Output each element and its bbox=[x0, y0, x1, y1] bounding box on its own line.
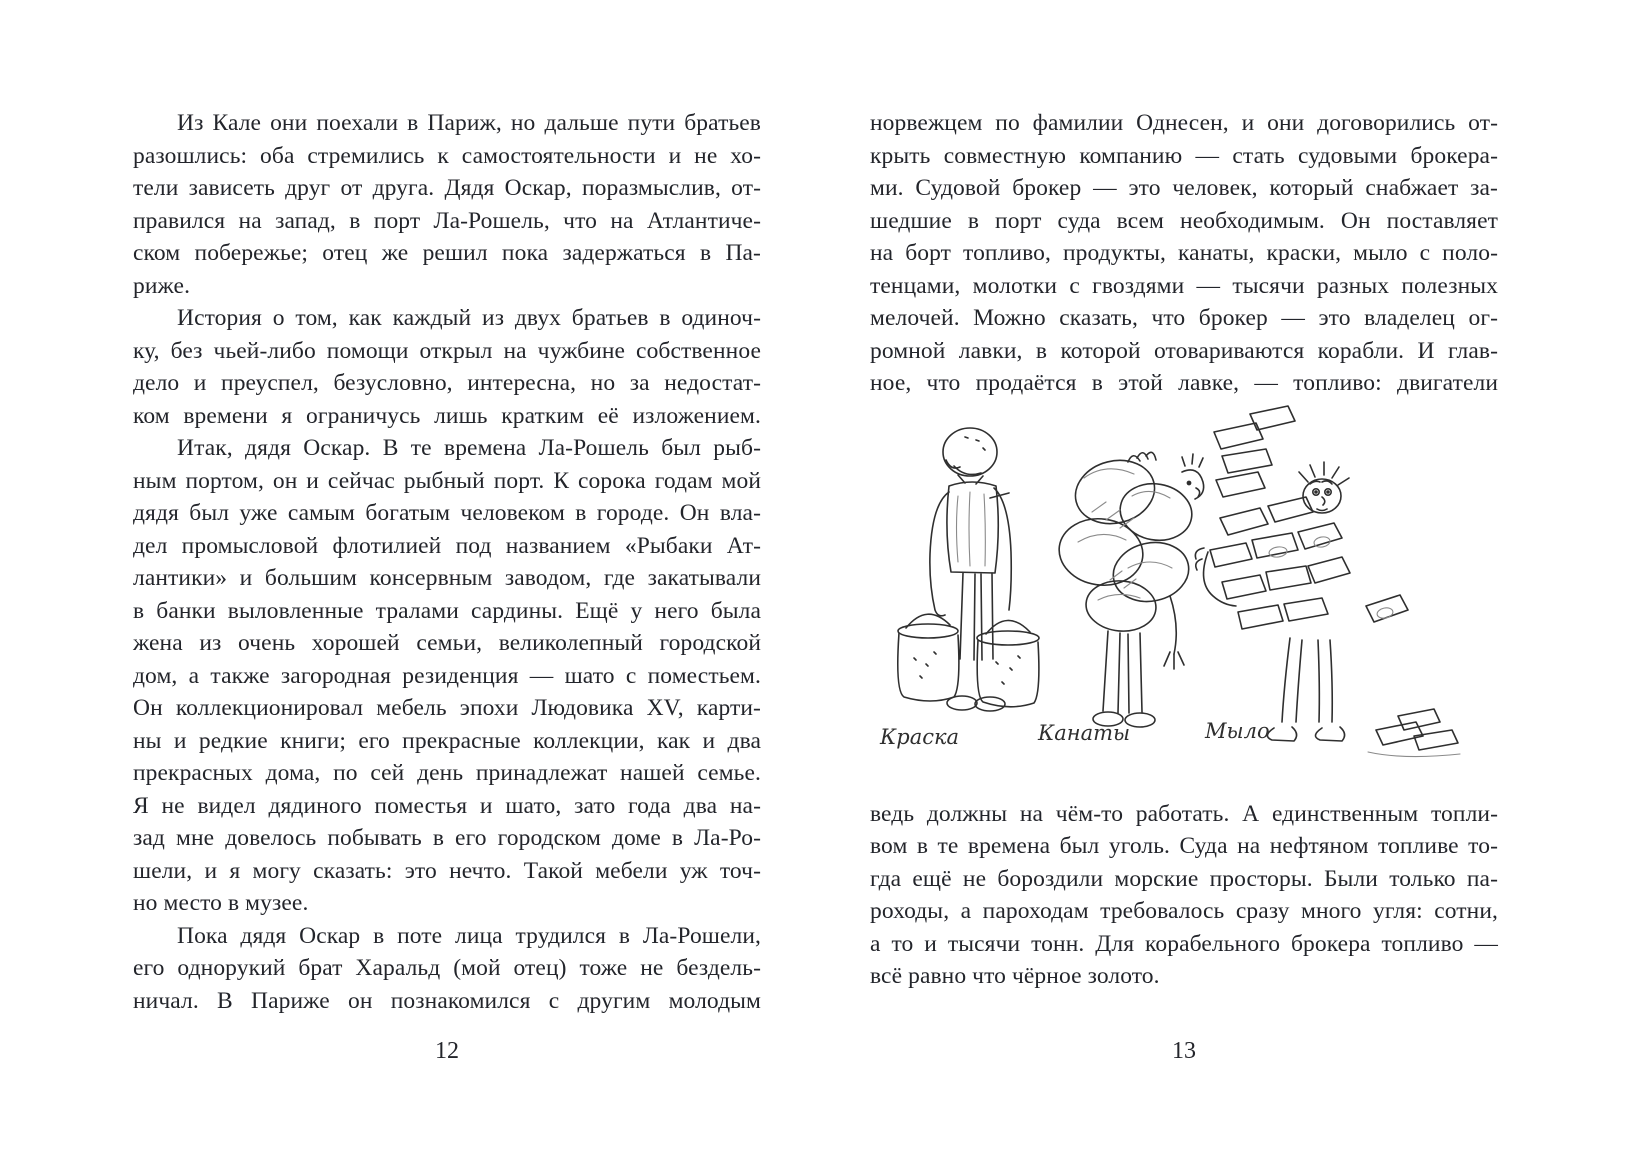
right-page-text-column bbox=[870, 107, 1498, 993]
text-line: ничал. В Париже он познакомился с другим молодым bbox=[133, 987, 761, 1014]
text-line: роходы, а пароходам требовалось сразу много угля: сотни, bbox=[870, 898, 1498, 924]
text-line: дом, а также загородная резиденция — шато с поместьем. bbox=[133, 662, 761, 689]
text-line: правился на запад, в порт Ла-Рошель, что на Атлантиче- bbox=[133, 207, 761, 234]
text-line: но место в музее. bbox=[133, 890, 309, 916]
sketch-three-men-carrying-goods bbox=[870, 400, 1498, 798]
text-line: тенцами, молотки с гвоздями — тысячи разных полезных bbox=[870, 272, 1498, 299]
page-number-left: 12 bbox=[435, 1038, 459, 1064]
page-number-right: 13 bbox=[1172, 1038, 1196, 1064]
left-page-text-column bbox=[133, 107, 761, 1017]
text-line: лантики» и большим консервным заводом, где закатывали bbox=[133, 565, 761, 591]
text-line: прекрасных дома, по сей день принадлежат нашей семье. bbox=[133, 760, 761, 786]
text-line: мелочей. Можно сказать, что брокер — это владелец ог- bbox=[870, 305, 1498, 331]
text-line: ное, что продаётся в этой лавке, — топливо: двигатели bbox=[870, 370, 1498, 396]
caption-ropes: Канаты bbox=[1038, 720, 1131, 745]
text-line: ми. Судовой брокер — это человек, который снабжает за- bbox=[870, 175, 1498, 201]
text-line: Из Кале они поехали в Париж, но дальше пути братьев bbox=[177, 110, 761, 136]
text-line: а то и тысячи тонн. Для корабельного брокера топливо — bbox=[870, 930, 1498, 957]
soap-man-figure bbox=[1195, 406, 1460, 757]
text-line: зад мне довелось побывать в его городском доме в Ла-Ро- bbox=[133, 825, 761, 851]
text-line: всё равно что чёрное золото. bbox=[870, 963, 1160, 989]
text-line: риже. bbox=[133, 272, 191, 299]
text-line: История о том, как каждый из двух братьев в одиноч- bbox=[177, 305, 761, 331]
text-line: ведь должны на чём-то работать. А единственным топли- bbox=[870, 800, 1498, 827]
text-line: ку, без чьей-либо помощи открыл на чужбине собственное bbox=[133, 337, 761, 364]
text-line: дело и преуспел, безусловно, интересна, но за недостат- bbox=[133, 370, 761, 396]
text-line: ромной лавки, в которой отовариваются корабли. И глав- bbox=[870, 337, 1498, 364]
text-line: тели зависеть друг от друга. Дядя Оскар, поразмыслив, от- bbox=[133, 175, 761, 201]
text-line: разошлись: оба стремились к самостоятельности и не хо- bbox=[133, 142, 761, 169]
illustration-ship-supplies-sketch bbox=[870, 400, 1498, 798]
text-line: его однорукий брат Харальд (мой отец) тоже не бездель- bbox=[133, 955, 761, 981]
text-line: Итак, дядя Оскар. В те времена Ла-Рошель был рыб- bbox=[177, 435, 761, 461]
text-line: ском побережье; отец же решил пока задержаться в Па- bbox=[133, 240, 761, 266]
illustration-captions bbox=[879, 719, 1270, 749]
text-line: дядя был уже самым богатым человеком в городе. Он вла- bbox=[133, 500, 761, 526]
text-line: ным портом, он и сейчас рыбный порт. К сорока годам мой bbox=[133, 467, 761, 494]
caption-paint: Краска bbox=[880, 724, 960, 749]
text-line: дел промысловой флотилией под названием «Рыбаки Ат- bbox=[133, 532, 761, 559]
text-line: Пока дядя Оскар в поте лица трудился в Ла-Рошели, bbox=[177, 922, 761, 949]
right-page-text-below-illustration bbox=[870, 798, 1498, 993]
text-line: гда ещё не бороздили морские просторы. Были только па- bbox=[870, 865, 1498, 892]
text-line: Он коллекционировал мебель эпохи Людовика XV, карти- bbox=[133, 695, 761, 721]
text-line: Я не видел дядиного поместья и шато, зато года два на- bbox=[133, 792, 761, 819]
text-line: в банки выловленные тралами сардины. Ещё у него была bbox=[133, 597, 761, 624]
caption-soap: Мыло bbox=[1205, 718, 1270, 743]
right-page-text-above-illustration bbox=[870, 107, 1498, 400]
text-line: вом в те времена был уголь. Суда на нефтяном топливе то- bbox=[870, 833, 1498, 859]
text-line: ны и редкие книги; его прекрасные коллекции, как и два bbox=[133, 727, 761, 754]
text-line: ком времени я ограничусь лишь кратким её изложением. bbox=[133, 402, 761, 429]
text-line: норвежцем по фамилии Однесен, и они договорились от- bbox=[870, 110, 1498, 136]
text-line: шели, и я могу сказать: это нечто. Такой мебели уж точ- bbox=[133, 857, 761, 884]
rope-man-figure bbox=[1055, 452, 1204, 727]
text-line: на борт топливо, продукты, канаты, краски, мыло с поло- bbox=[870, 240, 1498, 266]
text-line: шедшие в порт суда всем необходимым. Он поставляет bbox=[870, 207, 1498, 234]
paint-man-figure bbox=[898, 428, 1039, 711]
text-line: жена из очень хорошей семьи, великолепный городской bbox=[133, 630, 761, 656]
text-line: крыть совместную компанию — стать судовыми брокера- bbox=[870, 142, 1498, 169]
